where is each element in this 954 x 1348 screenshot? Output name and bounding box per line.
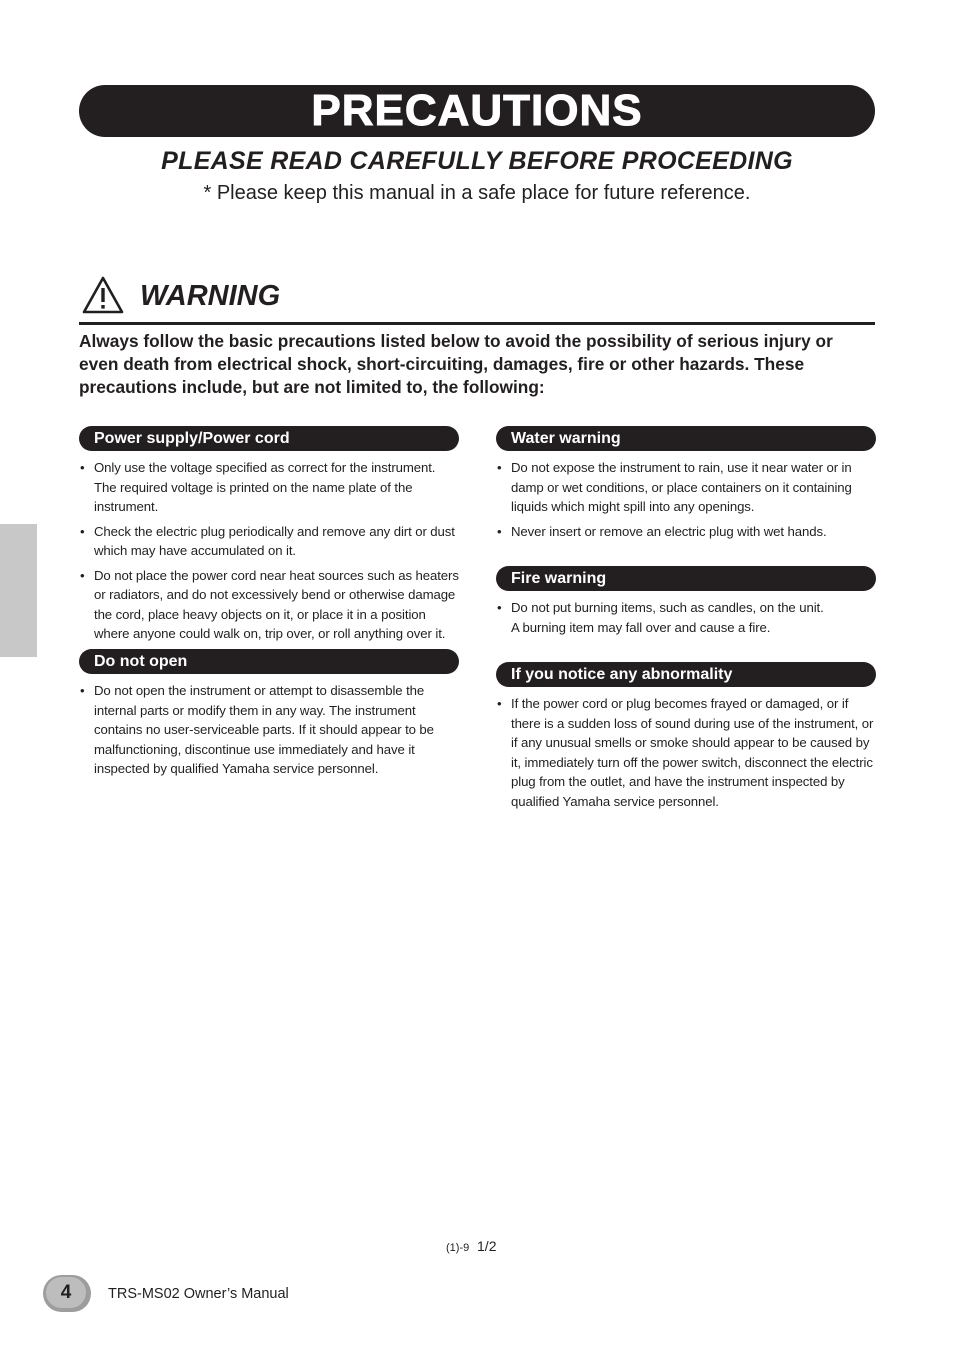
page-subtitle: PLEASE READ CAREFULLY BEFORE PROCEEDING: [161, 147, 793, 175]
list-item: • Do not expose the instrument to rain, use it near water or in damp or wet conditions, or place containers on it containing liquids which might spill into any openings.: [496, 458, 876, 517]
warning-triangle-icon: [82, 276, 124, 314]
list-item: • Do not put burning items, such as candles, on the unit. A burning item may fall over and cause a fire.: [496, 598, 876, 637]
bullet-list: [496, 694, 876, 811]
section-power-supply: [79, 426, 459, 649]
list-item: • Never insert or remove an electric plug with wet hands.: [496, 522, 876, 542]
title-banner: [79, 85, 875, 137]
list-item: • Check the electric plug periodically and remove any dirt or dust which may have accumulated on it.: [79, 522, 459, 561]
warning-intro: Always follow the basic precautions listed below to avoid the possibility of serious injury or even death from electrical shock, short-circuiting, damages, fire or other hazards. These precautions include, but are not limited to, the following:: [79, 331, 833, 397]
list-item: • Only use the voltage specified as correct for the instrument. The required voltage is printed on the name plate of the instrument.: [79, 458, 459, 517]
list-item: • Do not place the power cord near heat sources such as heaters or radiators, and do not excessively bend or otherwise damage the cord, place heavy objects on it, or place it in a position where anyone could walk on, trip over, or roll anything over it.: [79, 566, 459, 644]
section-header: If you notice any abnormality: [496, 662, 876, 687]
page-code: [446, 1238, 496, 1254]
side-tab: [0, 524, 37, 657]
page-code-page: 1/2: [477, 1238, 497, 1254]
section-do-not-open: [79, 649, 459, 784]
section-fire-warning: [496, 566, 876, 642]
section-header: Power supply/Power cord: [79, 426, 459, 451]
warning-title: WARNING: [140, 280, 281, 312]
section-abnormality: [496, 662, 876, 816]
page-number: 4: [46, 1277, 86, 1308]
section-header: Fire warning: [496, 566, 876, 591]
list-item: • Do not open the instrument or attempt to disassemble the internal parts or modify them in any way. The instrument contains no user-serviceable parts. If it should appear to be malfunctioning, discontinue use immediately and have it inspected by qualified Yamaha service personnel.: [79, 681, 459, 779]
section-header: Do not open: [79, 649, 459, 674]
bullet-list: [79, 458, 459, 644]
section-header: Water warning: [496, 426, 876, 451]
bullet-list: [79, 681, 459, 779]
list-item: • If the power cord or plug becomes frayed or damaged, or if there is a sudden loss of sound during use of the instrument, or if any unusual smells or smoke should appear to be caused by it, immediately turn off the power switch, disconnect the electric plug from the outlet, and have the instrument inspected by qualified Yamaha service personnel.: [496, 694, 876, 811]
bullet-list: [496, 598, 876, 637]
page-code-prefix: (1)-9: [446, 1242, 470, 1254]
manual-name: TRS-MS02 Owner’s Manual: [108, 1286, 289, 1302]
page-title: PRECAUTIONS: [311, 86, 643, 135]
section-water-warning: [496, 426, 876, 546]
page-number-badge: [43, 1275, 91, 1312]
warning-heading: [79, 276, 875, 325]
bullet-list: [496, 458, 876, 541]
reference-note: * Please keep this manual in a safe place for future reference.: [203, 182, 751, 204]
